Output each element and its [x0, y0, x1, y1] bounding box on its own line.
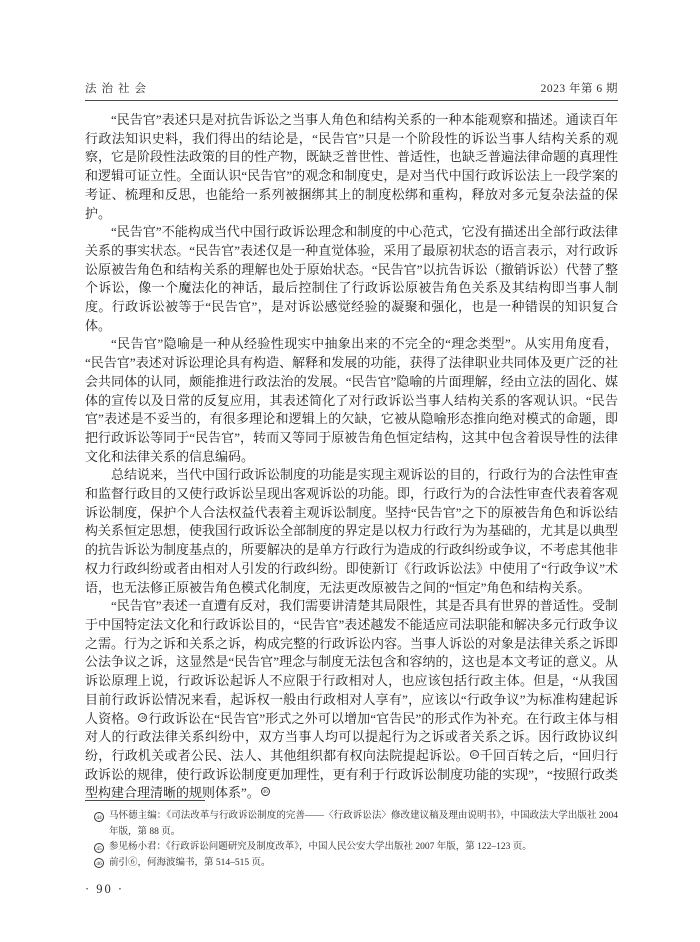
body-paragraph: “民告官”表述一直遭有反对，我们需要讲清楚其局限性，其是否具有世界的普适性。受制于中国特定法文化和行政诉讼目的，“民告官”表述越发不能适应司法职能和解决多元行政争议之需。行为之诉和关系之诉，构成完整的行政诉讼内容。当事人诉讼的对象是法律关系之诉即公法争议之诉，这显然是“民告官”理念与制度无法包含和容纳的，这也是本文考证的意义。从诉讼原理上说，行政诉讼起诉人不应限于行政相对人，也应该包括行政主体。但是，“从我国目前行政诉讼情况来看，起诉权一般由行政相对人享有”，应该以“行政争议”为标准构建起诉人资格。 44 行政诉讼在“民告官”形式之外可以增加“官告民”的形式作为补充。在行政主体与相对人的行政法律关系纠纷中，双方当事人均可以提起行为之诉或者关系之诉。因行政协议纠纷，行政机关或者公民、法人、其他组织都有权向法院提起诉讼。 45 千回百转之后，“回归行政诉讼的规律，使行政诉讼制度更加理性，更有利于行政诉讼制度功能的实现”，“按照行政类型构建合理清晰的规则体系”。 46 [85, 598, 619, 801]
footnote-text: 参见杨小君：《行政诉讼问题研究及制度改革》，中国人民公安大学出版社 2007 年版，第 122–123 页。 [109, 842, 532, 852]
footnote-ref[interactable]: 45 [470, 750, 479, 759]
running-head [85, 80, 618, 96]
body-paragraph: “民告官”表述只是对抗告诉讼之当事人角色和结构关系的一种本能观察和描述。通读百年行政法知识史料，我们得出的结论是，“民告官”只是一个阶段性的诉讼当事人结构关系的观察，它是阶段性法政策的目的性产物，既缺乏普世性、普适性，也缺乏普遍法律命题的真理性和逻辑可证立性。全面认识“民告官”的观念和制度史，是对当代中国行政诉讼法上一段学案的考证、梳理和反思，也能给一系列被捆绑其上的制度松绑和重构，释放对多元复杂法益的保护。 [85, 112, 619, 221]
body-paragraph: “民告官”不能构成当代中国行政诉讼理念和制度的中心范式，它没有描述出全部行政法律关系的事实状态。“民告官”表述仅是一种直觉体验，采用了最原初状态的语言表示，对行政诉讼原被告角色和结构关系的理解也处于原始状态。“民告官”以抗告诉讼（撤销诉讼）代替了整个诉讼，像一个魔法化的神话，最后控制住了行政诉讼原被告角色关系及其结构即当事人制度。行政诉讼被等于“民告官”，是对诉讼感觉经验的凝聚和强化，也是一种错误的知识复合体。 [85, 224, 618, 333]
footnote-item [94, 809, 618, 840]
footnote-text: 前引⑥，何海波编书，第 514–515 页。 [109, 857, 271, 868]
article-body [85, 111, 618, 803]
footnote-item [94, 840, 618, 856]
footnote-ref[interactable]: 46 [261, 787, 270, 796]
footnote-item [94, 856, 618, 872]
footnote-ref[interactable]: 44 [138, 713, 147, 722]
footnote-text: 马怀德主编：《司法改革与行政诉讼制度的完善——〈行政诉讼法〉修改建议稿及理由说明书》，中国政法大学出版社 2004 年版，第 88 页。 [109, 811, 618, 837]
body-paragraph: “民告官”隐喻是一种从经验性现实中抽象出来的不完全的“理念类型”。从实用角度看，“民告官”表述对诉讼理论具有构造、解释和发展的功能，获得了法律职业共同体及更广泛的社会共同体的认同，颇能推进行政法治的发展。“民告官”隐喻的片面理解，经由立法的固化、媒体的宣传以及日常的反复应用，其表述简化了对行政诉讼当事人结构关系的客观认识。“民告官”表述是不妥当的，有很多理论和逻辑上的欠缺，它被从隐喻形态推向绝对模式的命题，即把行政诉讼等同于“民告官”，转而又等同于原被告角色恒定结构，这其中包含着误导性的法律文化和法律关系的信息编码。 [85, 336, 618, 464]
body-paragraph: 总结说来，当代中国行政诉讼制度的功能是实现主观诉讼的目的，行政行为的合法性审查和监督行政目的又使行政诉讼呈现出客观诉讼的功能。即，行政行为的合法性审查代表着客观诉讼制度，保护个人合法权益代表着主观诉讼制度。坚持“民告官”之下的原被告角色和诉讼结构关系恒定思想，使我国行政诉讼全部制度的界定是以权力行政行为为基础的，尤其是以典型的抗告诉讼为制度基点的，所要解决的是单方行政行为造成的行政纠纷或争议，不考虑其他非权力行政纠纷或者由相对人引发的行政纠纷。即使新订《行政诉讼法》中使用了“行政争议”术语，也无法修正原被告角色模式化制度，无法更改原被告之间的“恒定”角色和结构关系。 [85, 467, 619, 595]
footnote-separator [85, 800, 205, 801]
issue-label: 2023 年第 6 期 [540, 83, 618, 95]
page-number: · 90 · [85, 882, 125, 896]
footnote-marker: 46 [94, 858, 104, 868]
footnote-marker: 45 [94, 843, 104, 853]
footnote-marker: 44 [94, 812, 104, 822]
header-rule [85, 100, 618, 101]
footnotes-list [94, 809, 618, 871]
journal-title: 法治社会 [85, 83, 151, 95]
